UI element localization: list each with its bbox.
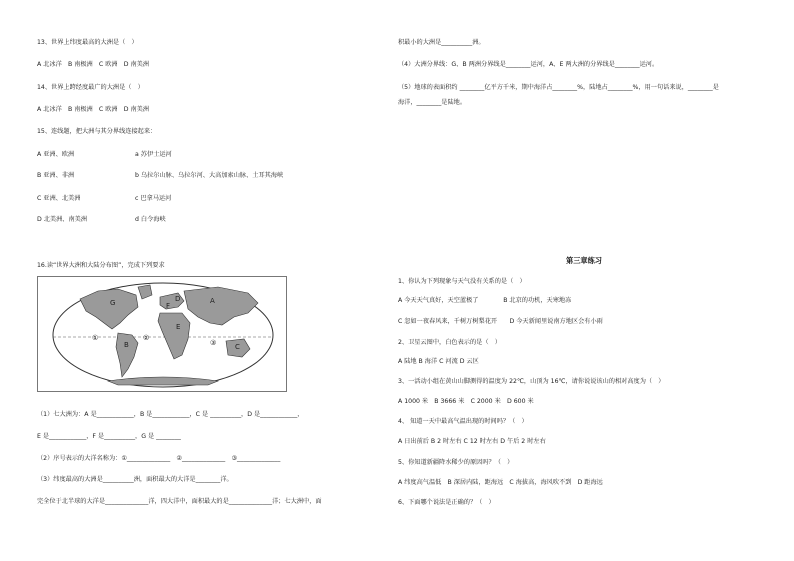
q16-sub3: （3）纬度最高的大洲是__________洲，面积最大的大洋是________洋。 <box>37 476 233 483</box>
q14-options: A 北冰洋 B 南极洲 C 欧洲 D 南美洲 <box>37 106 150 113</box>
q16-stem: 16.读“世界大洲和大陆分布图”，完成下列要求 <box>37 262 165 269</box>
q15-pair-left: D 北美洲、南美洲 <box>37 216 88 223</box>
map-label-d: D <box>175 295 181 303</box>
map-label-g: G <box>110 299 116 307</box>
map-label-b: B <box>124 341 129 349</box>
ch3-q2-stem: 2、卫星云图中，白色表示的是（ ） <box>398 339 501 346</box>
ocean-label-2: ② <box>143 334 150 342</box>
ch3-q1-stem: 1、你认为下列现象与天气没有关系的是（ ） <box>398 278 526 285</box>
q16-sub4: 完全位于北半球的大洋是______________洋，四大洋中，面积最大的是______________洋；七大洲中，面 <box>37 498 322 505</box>
q16-sub5-line1: （5）地球的表面积约 ________亿平方千米，期中海洋占________%，陆地占________%，用一句话来说，________是 <box>398 84 719 91</box>
q15-pair-left: C 亚洲、北美洲 <box>37 195 81 202</box>
map-label-f: F <box>166 302 171 310</box>
ch3-q2-option: A 陆地 B 海洋 C 河流 D 云区 <box>398 358 479 365</box>
ch3-q3-stem: 3、一活动小组在黄山山脚测得的温度为 22℃，山顶为 16℃，请你说说该山的相对高度为（ ） <box>398 378 665 385</box>
q16-sub1-line2: E 是____________，F 是__________，G 是 ________ <box>37 433 181 440</box>
ch3-q1-option: C 忽如一夜春风来，千树万树梨花开 D 今天新闻里说南方地区会有小雨 <box>398 318 603 325</box>
q16-sub1-line1: （1）七大洲为：A 是____________，B 是____________，C 是 __________，D 是____________， <box>37 411 304 418</box>
q15-stem: 15、连线题，把大洲与其分界线连接起来： <box>37 128 157 135</box>
map-label-a: A <box>210 297 215 305</box>
q15-pair-left: A 亚洲、欧洲 <box>37 151 75 158</box>
ch3-q3-option: A 1000 米 B 3666 米 C 2000 米 D 600 米 <box>398 398 534 405</box>
q16-sub5-line2: 海洋，________是陆地。 <box>398 99 467 106</box>
q13-options: A 北冰洋 B 南极洲 C 欧洲 D 南美洲 <box>37 61 150 68</box>
q15-pair-right: b 乌拉尔山脉、乌拉尔河、大高加索山脉、土耳其海峡 <box>135 172 284 179</box>
right-continuation: 积最小的大洲是__________洲。 <box>398 39 485 46</box>
ch3-q4-option: A 日出前后 B 2 时左右 C 12 时左右 D 午后 2 时左右 <box>398 438 546 445</box>
chapter-title: 第三章练习 <box>566 256 602 265</box>
q14-stem: 14、世界上跨经度最广的大洲是（ ） <box>37 84 144 91</box>
ch3-q6-stem: 6、下面哪个说法是正确的？（ ） <box>398 499 495 506</box>
q13-stem: 13、世界上纬度最高的大洲是（ ） <box>37 39 138 46</box>
ocean-label-3: ③ <box>210 339 217 347</box>
q15-pair-right: d 白令海峡 <box>135 216 166 223</box>
q15-pair-right: c 巴拿马运河 <box>135 195 172 202</box>
q15-pair-left: B 亚洲、非洲 <box>37 172 75 179</box>
ch3-q4-stem: 4、 知道一天中最高气温出现的时间吗？（ ） <box>398 418 528 425</box>
ocean-label-1: ① <box>92 334 99 342</box>
map-label-c: C <box>235 343 240 351</box>
world-map-svg <box>38 277 288 393</box>
ch3-q5-stem: 5、你知道新疆降水稀少的原因吗？（ ） <box>398 459 514 466</box>
ch3-q1-option: A 今天天气真好，天空蓝极了 B 北京的功机，天寒地冻 <box>398 297 572 304</box>
ch3-q5-option: A 纬度高气温低 B 深居内陆，距海远 C 海拔高，海风吹不到 D 距海远 <box>398 479 603 486</box>
q15-pair-right: a 苏伊士运河 <box>135 151 172 158</box>
world-continents-map <box>37 276 287 392</box>
q16-sub4-right: （4）大洲分界线：G、B 两洲分界线是________运河，A、E 两大洲的分界线是________运河。 <box>398 61 659 68</box>
q16-sub2: （2）序号表示的大洋名称为：①______________ ②______________ ③______________ <box>37 455 281 462</box>
map-label-e: E <box>176 323 181 331</box>
